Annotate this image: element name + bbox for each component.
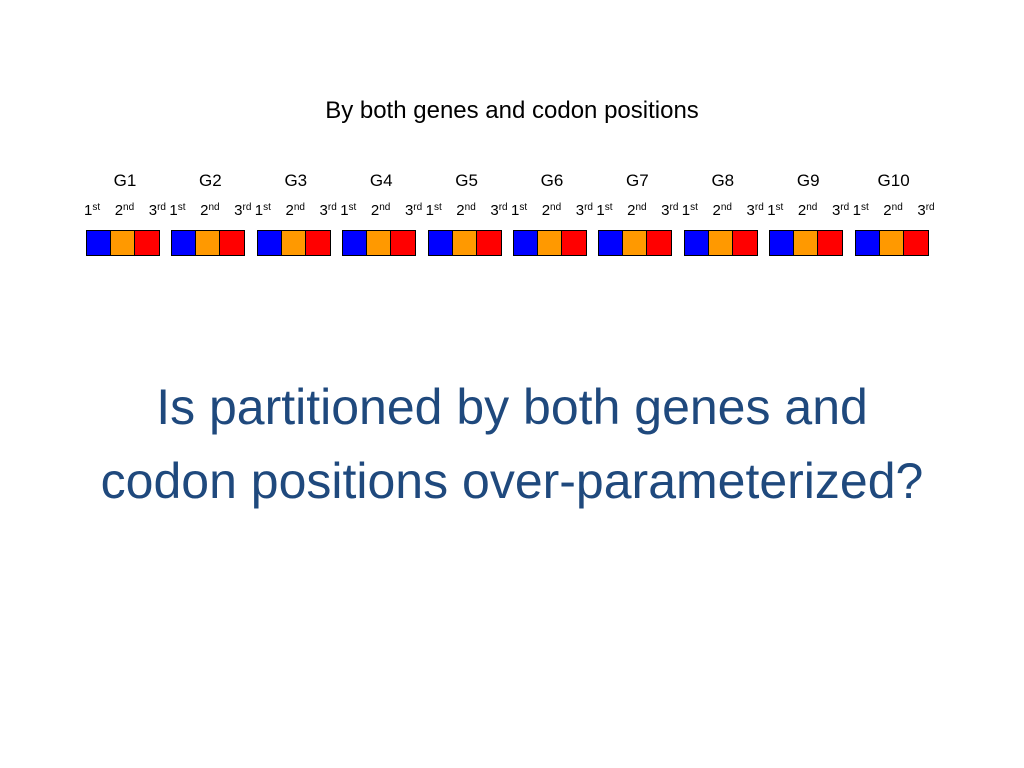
codon-position-label: [576, 202, 593, 220]
position-number: 1: [84, 202, 93, 219]
codon-position-label: [682, 202, 698, 220]
position-suffix: nd: [208, 202, 220, 213]
codon-box-1: [172, 231, 196, 255]
codon-position-label: [149, 202, 166, 220]
codon-position-label: [747, 202, 764, 220]
gene-label: G10: [877, 171, 910, 190]
codon-box-2: [453, 231, 477, 255]
gene-group: [255, 168, 337, 260]
codon-position-label: [917, 202, 934, 220]
codon-box-2: [111, 231, 135, 255]
codon-position-labels: [767, 202, 849, 220]
codon-position-label: [234, 202, 251, 220]
codon-position-label: [371, 202, 390, 220]
position-suffix: nd: [379, 202, 391, 213]
codon-position-label: [286, 202, 305, 220]
position-number: 1: [169, 202, 178, 219]
codon-position-labels: [426, 202, 508, 220]
codon-box-2: [623, 231, 647, 255]
codon-box-1: [685, 231, 709, 255]
codon-box-3: [562, 231, 586, 255]
codon-position-label: [511, 202, 527, 220]
codon-position-label: [115, 202, 134, 220]
codon-partition-boxes: [428, 230, 502, 256]
position-number: 3: [746, 202, 755, 219]
position-number: 1: [425, 202, 434, 219]
gene-group: [426, 168, 508, 260]
codon-box-2: [709, 231, 733, 255]
position-suffix: rd: [925, 202, 935, 213]
codon-box-3: [220, 231, 244, 255]
position-suffix: rd: [327, 202, 337, 213]
position-number: 1: [681, 202, 691, 219]
codon-position-label: [405, 202, 422, 220]
position-number: 3: [831, 202, 841, 219]
position-suffix: rd: [754, 202, 764, 213]
codon-box-2: [880, 231, 904, 255]
codon-box-3: [306, 231, 330, 255]
codon-position-label: [169, 202, 185, 220]
position-suffix: st: [177, 202, 186, 213]
codon-position-labels: [511, 202, 593, 220]
position-suffix: nd: [123, 202, 135, 213]
codon-position-label: [456, 202, 475, 220]
position-suffix: st: [604, 202, 613, 213]
codon-position-labels: [596, 202, 678, 220]
codon-position-labels: [84, 202, 166, 220]
codon-box-2: [794, 231, 818, 255]
position-suffix: rd: [242, 202, 252, 213]
codon-partition-boxes: [769, 230, 843, 256]
codon-position-label: [853, 202, 869, 220]
codon-partition-boxes: [342, 230, 416, 256]
position-suffix: rd: [840, 202, 850, 213]
codon-position-label: [426, 202, 442, 220]
gene-label: G5: [455, 171, 478, 190]
codon-box-3: [477, 231, 501, 255]
position-number: 3: [917, 202, 926, 219]
codon-box-3: [818, 231, 842, 255]
position-suffix: st: [92, 202, 101, 213]
codon-position-label: [798, 202, 817, 220]
codon-box-3: [647, 231, 671, 255]
position-number: 2: [627, 202, 636, 219]
position-suffix: st: [348, 202, 357, 213]
position-number: 3: [148, 202, 158, 219]
codon-box-2: [538, 231, 562, 255]
codon-position-label: [200, 202, 219, 220]
codon-box-1: [87, 231, 111, 255]
position-number: 1: [254, 202, 264, 219]
codon-position-label: [596, 202, 612, 220]
position-number: 1: [511, 202, 520, 219]
codon-box-3: [391, 231, 415, 255]
position-number: 1: [767, 202, 776, 219]
codon-position-labels: [169, 202, 251, 220]
question-line-2: codon positions over-parameterized?: [100, 453, 924, 509]
position-number: 2: [883, 202, 892, 219]
position-number: 2: [200, 202, 209, 219]
codon-partition-boxes: [598, 230, 672, 256]
codon-box-1: [856, 231, 880, 255]
position-suffix: st: [860, 202, 869, 213]
codon-position-label: [490, 202, 507, 220]
position-number: 1: [852, 202, 861, 219]
position-suffix: st: [433, 202, 442, 213]
codon-partition-boxes: [684, 230, 758, 256]
position-number: 2: [712, 202, 721, 219]
codon-box-1: [258, 231, 282, 255]
position-number: 3: [575, 202, 585, 219]
codon-position-label: [84, 202, 100, 220]
codon-partition-boxes: [86, 230, 160, 256]
gene-label: G3: [284, 171, 308, 190]
codon-position-label: [320, 202, 337, 220]
position-suffix: nd: [720, 202, 732, 213]
position-suffix: nd: [806, 202, 818, 213]
gene-group: [511, 168, 593, 260]
codon-position-labels: [853, 202, 935, 220]
codon-box-1: [343, 231, 367, 255]
position-number: 3: [490, 202, 499, 219]
main-question: [0, 370, 1024, 518]
position-suffix: rd: [584, 202, 593, 213]
position-number: 3: [661, 202, 670, 219]
position-suffix: st: [690, 202, 698, 213]
gene-group: [169, 168, 251, 260]
codon-box-2: [196, 231, 220, 255]
gene-label: G9: [796, 171, 820, 190]
codon-box-1: [429, 231, 453, 255]
codon-partition-boxes: [855, 230, 929, 256]
position-suffix: rd: [157, 202, 166, 213]
codon-position-labels: [340, 202, 422, 220]
gene-label: G4: [369, 171, 393, 190]
codon-position-label: [542, 202, 561, 220]
codon-position-label: [661, 202, 678, 220]
gene-group: [767, 168, 849, 260]
gene-label: G7: [626, 171, 649, 190]
position-suffix: st: [519, 202, 528, 213]
gene-group: [682, 168, 764, 260]
codon-partition-boxes: [257, 230, 331, 256]
position-number: 2: [456, 202, 465, 219]
position-number: 1: [340, 202, 349, 219]
gene-group: [340, 168, 422, 260]
codon-box-1: [599, 231, 623, 255]
codon-box-1: [514, 231, 538, 255]
position-number: 3: [319, 202, 328, 219]
codon-position-label: [883, 202, 902, 220]
codon-position-label: [255, 202, 271, 220]
gene-group: [853, 168, 935, 260]
position-suffix: nd: [635, 202, 647, 213]
codon-position-label: [767, 202, 783, 220]
position-number: 2: [370, 202, 380, 219]
position-number: 1: [596, 202, 605, 219]
position-suffix: rd: [413, 202, 423, 213]
codon-box-2: [282, 231, 306, 255]
position-number: 3: [404, 202, 414, 219]
position-suffix: rd: [498, 202, 508, 213]
position-suffix: nd: [464, 202, 476, 213]
position-number: 2: [114, 202, 124, 219]
gene-label: G8: [711, 171, 735, 190]
codon-position-labels: [682, 202, 764, 220]
codon-partition-boxes: [513, 230, 587, 256]
position-suffix: nd: [550, 202, 562, 213]
codon-partition-boxes: [171, 230, 245, 256]
codon-box-1: [770, 231, 794, 255]
gene-label: G1: [113, 171, 137, 190]
codon-box-3: [135, 231, 159, 255]
position-number: 2: [797, 202, 807, 219]
codon-position-label: [713, 202, 732, 220]
position-suffix: nd: [293, 202, 305, 213]
codon-position-label: [832, 202, 849, 220]
codon-position-label: [340, 202, 356, 220]
codon-position-labels: [255, 202, 337, 220]
gene-label: G6: [540, 171, 564, 190]
position-number: 3: [234, 202, 243, 219]
codon-box-2: [367, 231, 391, 255]
codon-box-3: [904, 231, 928, 255]
gene-group: [84, 168, 166, 260]
gene-group: [596, 168, 678, 260]
question-line-1: Is partitioned by both genes and: [156, 379, 868, 435]
position-suffix: rd: [669, 202, 679, 213]
gene-label: G2: [199, 171, 222, 190]
slide-title: By both genes and codon positions: [325, 97, 699, 124]
position-suffix: nd: [891, 202, 903, 213]
codon-position-label: [627, 202, 646, 220]
position-number: 2: [541, 202, 551, 219]
codon-box-3: [733, 231, 757, 255]
position-suffix: st: [263, 202, 271, 213]
position-suffix: st: [775, 202, 784, 213]
position-number: 2: [285, 202, 294, 219]
